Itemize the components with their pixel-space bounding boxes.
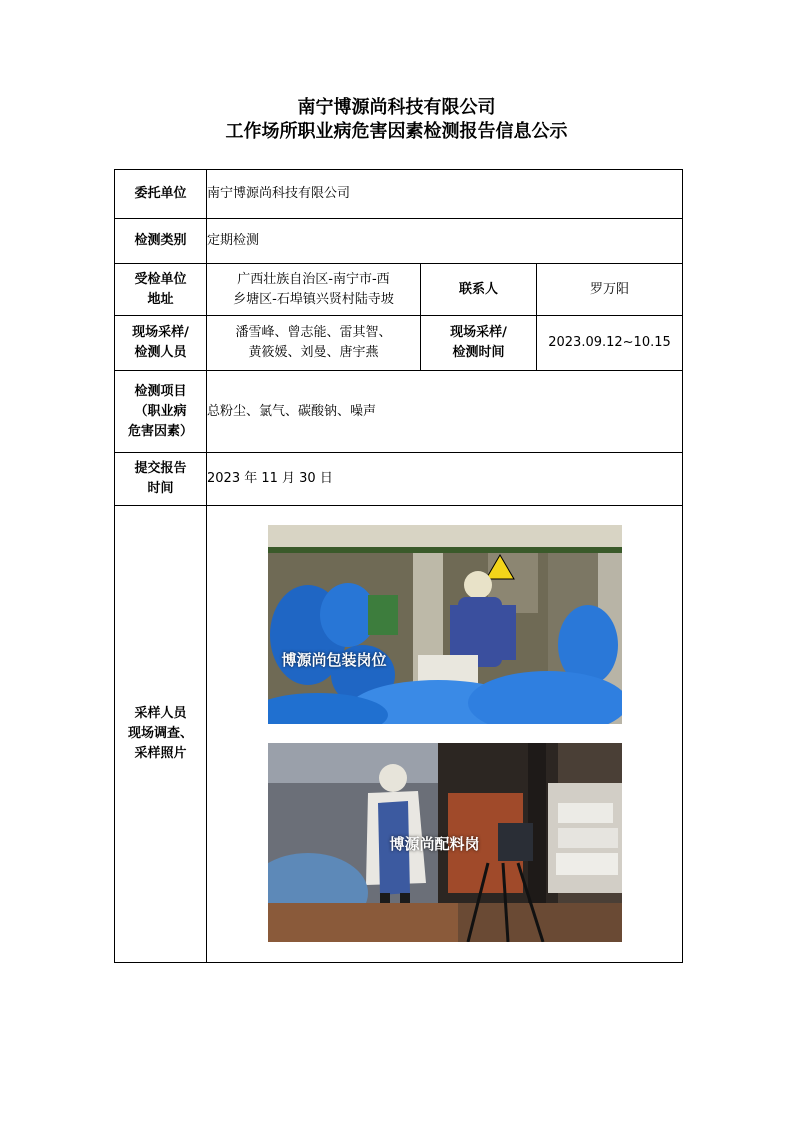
staff-label [115,316,207,371]
photos-label-line2: 现场调查、 [127,726,193,741]
staff-value-line2: 黄筱媛、刘曼、唐宇燕 [248,345,379,360]
staff-label-line2: 检测人员 [134,345,187,360]
row-photos [115,506,683,963]
address-label-line2: 地址 [147,291,174,307]
photos-cell [207,506,683,963]
photos-label-line1: 采样人员 [134,706,187,721]
address-value-line1: 广西壮族自治区-南宁市-西 [237,271,390,287]
company-title: 南宁博源尚科技有限公司 [297,97,496,118]
address-label [115,264,207,316]
packaging-photo-image [268,525,622,724]
row-category [115,219,683,264]
row-items [115,371,683,453]
category-value: 定期检测 [207,219,683,264]
submit-value: 2023 年 11 月 30 日 [207,453,683,506]
report-table [114,169,683,963]
batching-photo-caption: 博源尚配料岗 [389,835,480,853]
photos-label-line3: 采样照片 [134,746,187,761]
packaging-photo [268,525,622,724]
staff-label-line1: 现场采样/ [132,325,189,340]
row-submit [115,453,683,506]
report-title: 工作场所职业病危害因素检测报告信息公示 [225,121,568,142]
submit-label-line1: 提交报告 [134,461,187,476]
time-label [421,316,537,371]
items-label-line3: 危害因素） [127,423,193,439]
items-label-line2: （职业病 [134,403,187,419]
items-value: 总粉尘、氯气、碳酸钠、噪声 [207,371,683,453]
time-label-line1: 现场采样/ [450,325,507,340]
photos-label [115,506,207,963]
address-label-line1: 受检单位 [134,271,187,287]
address-value-line2: 乡塘区-石埠镇兴贤村陆寺坡 [233,291,394,307]
row-address [115,264,683,316]
client-value: 南宁博源尚科技有限公司 [207,170,683,219]
items-label-line1: 检测项目 [134,383,187,399]
category-label: 检测类别 [115,219,207,264]
batching-photo [268,743,622,942]
contact-label: 联系人 [421,264,537,316]
contact-value: 罗万阳 [537,264,683,316]
row-staff [115,316,683,371]
items-label [115,371,207,453]
time-label-line2: 检测时间 [452,345,505,360]
row-client [115,170,683,219]
staff-value [207,316,421,371]
staff-value-line1: 潘雪峰、曾志能、雷其智、 [235,325,392,340]
time-value: 2023.09.12~10.15 [537,316,683,371]
address-value [207,264,421,316]
client-label: 委托单位 [115,170,207,219]
submit-label [115,453,207,506]
packaging-photo-caption: 博源尚包装岗位 [281,651,387,669]
submit-label-line2: 时间 [147,481,174,496]
